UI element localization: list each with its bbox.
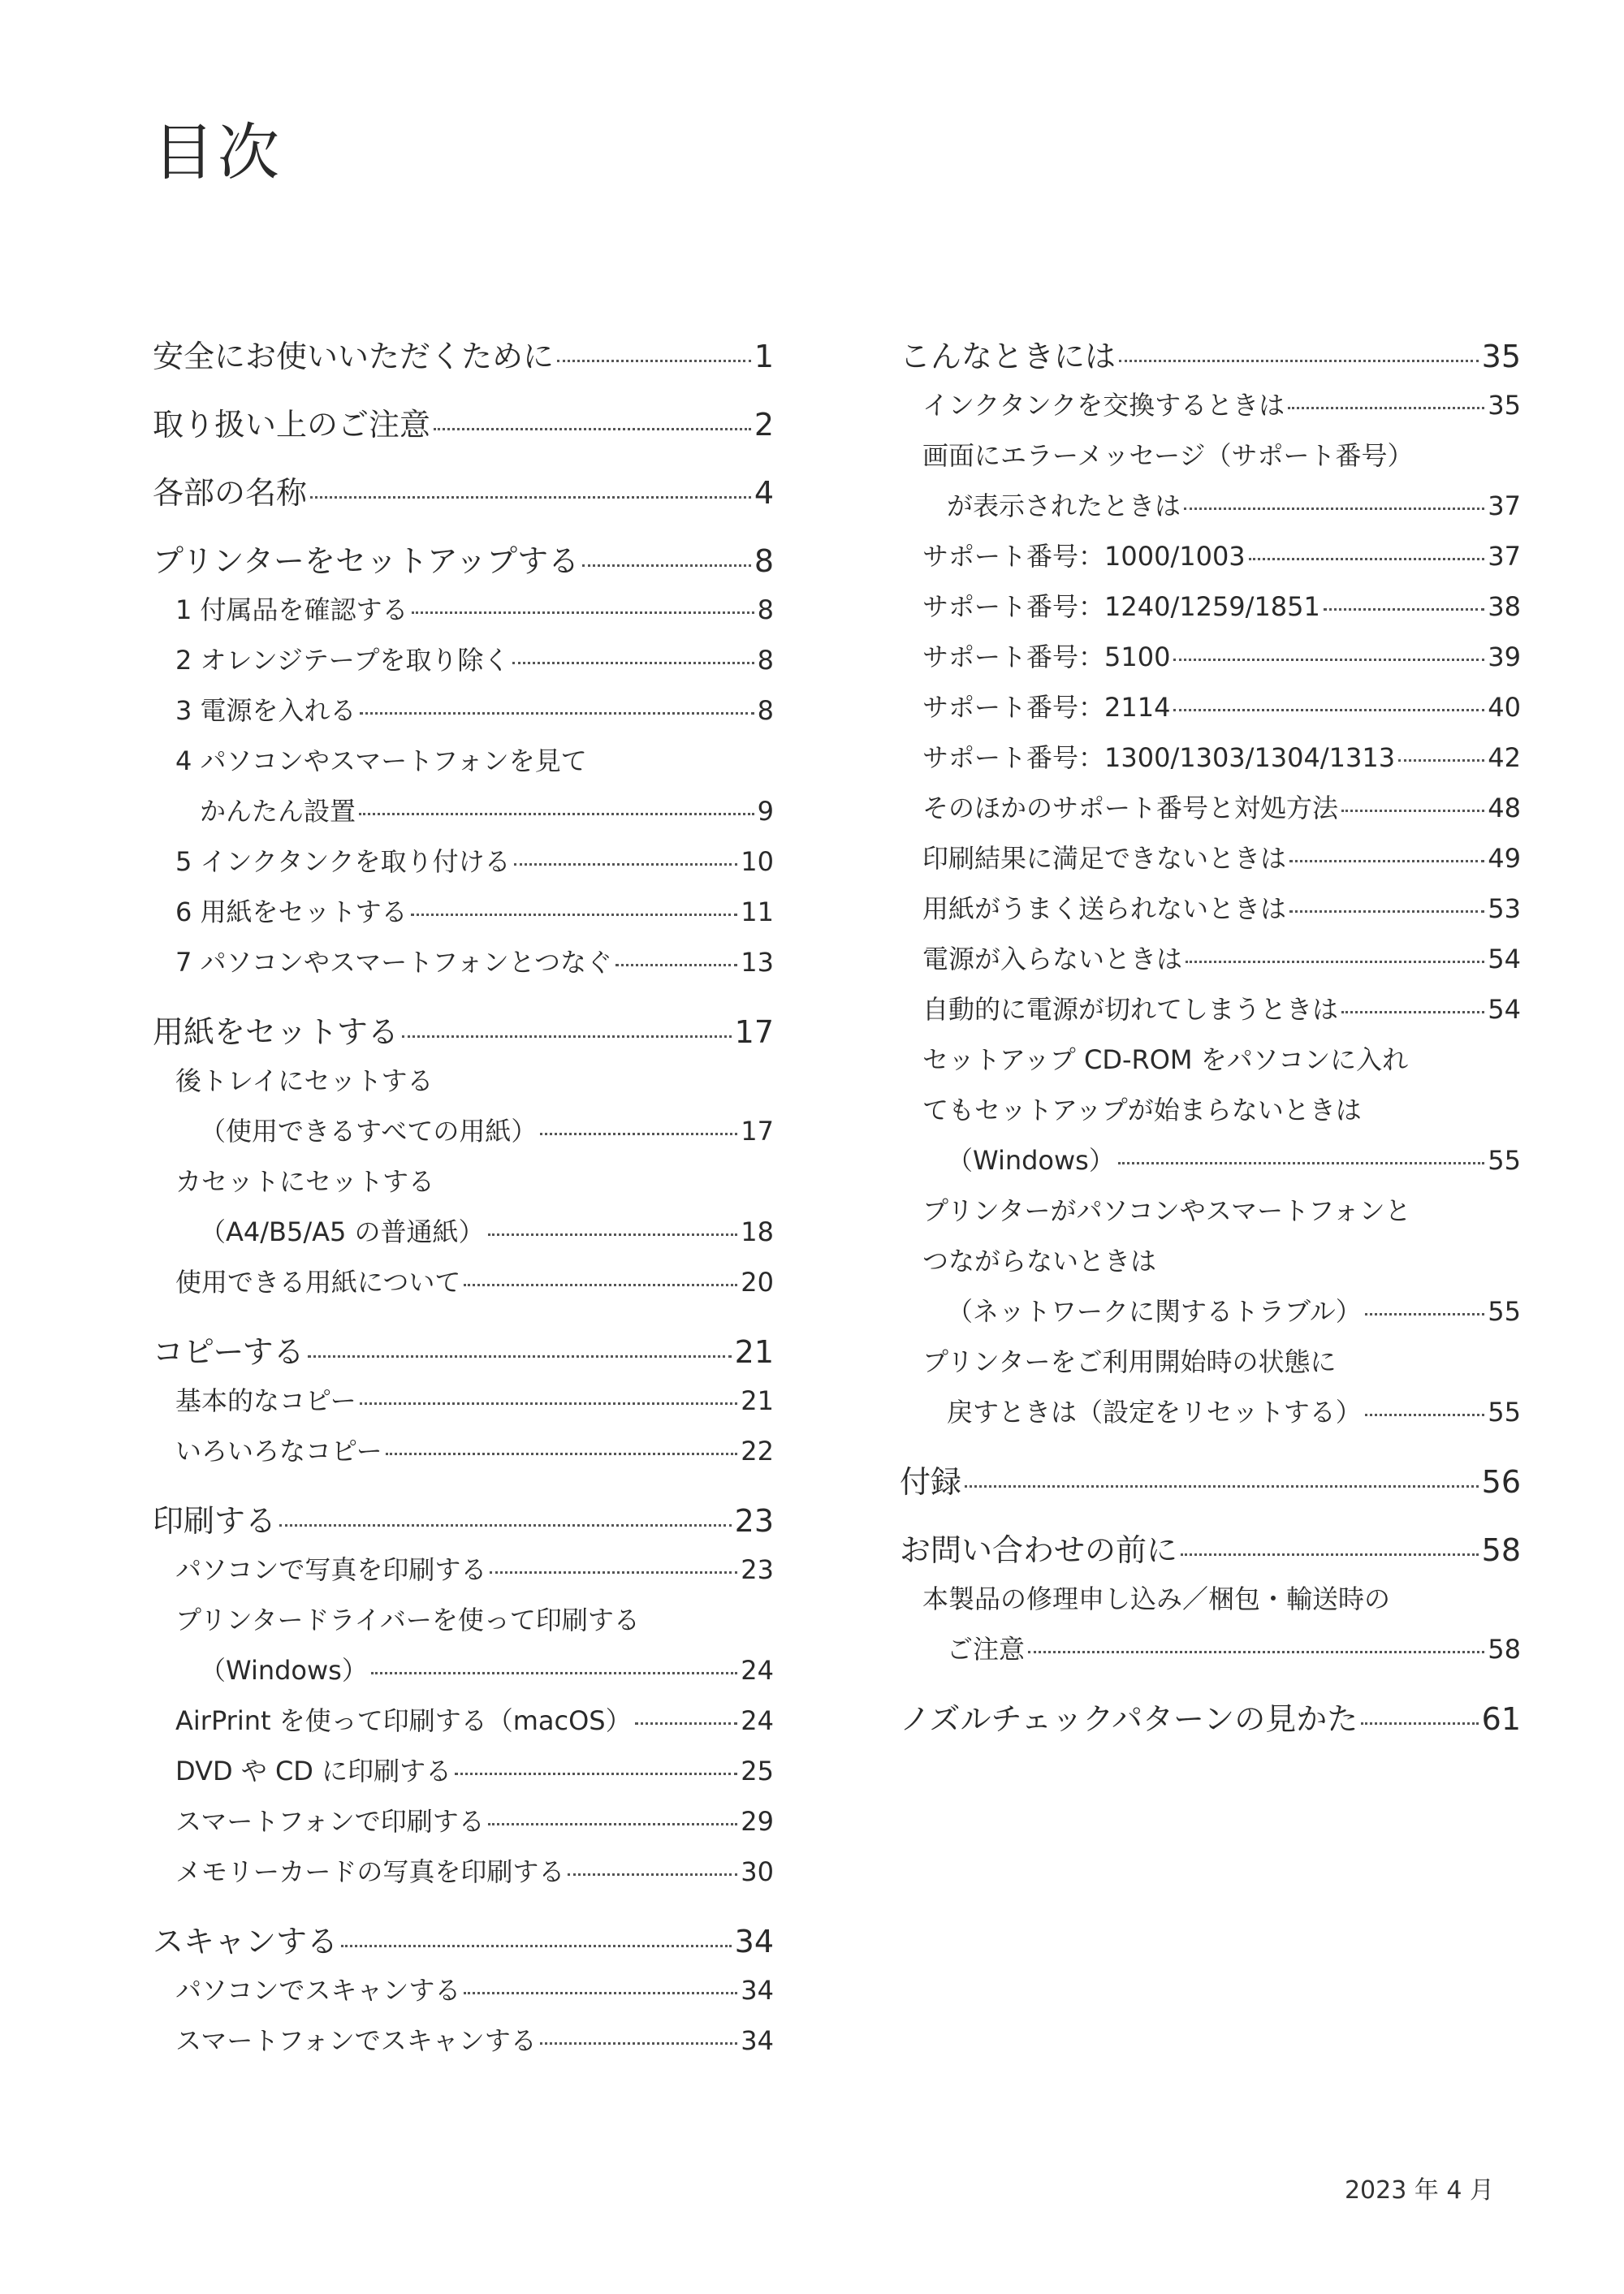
- dot-leader: [1361, 1722, 1478, 1725]
- toc-sub-entry[interactable]: [900, 1629, 1521, 1679]
- toc-page-number: 1: [754, 339, 774, 374]
- toc-column-right: [900, 331, 1521, 1762]
- dot-leader: [488, 1233, 738, 1236]
- toc-section: [153, 468, 774, 521]
- toc-page-number: 24: [741, 1705, 774, 1736]
- dot-leader: [514, 863, 738, 866]
- dot-leader: [1181, 1553, 1479, 1556]
- toc-entry-label: サポート番号：1240/1259/1851: [922, 591, 1320, 622]
- toc-entry-label: 7 パソコンやスマートフォンとつなぐ: [175, 947, 613, 978]
- dot-leader: [464, 1284, 737, 1286]
- dot-leader: [965, 1485, 1479, 1488]
- toc-sub-entry[interactable]: [153, 1700, 774, 1751]
- toc-entry-label: 5 インクタンクを取り付ける: [175, 846, 511, 877]
- dot-leader: [341, 1945, 732, 1947]
- dot-leader: [1365, 1313, 1485, 1315]
- toc-page-number: 22: [741, 1436, 774, 1467]
- toc-sub-entry[interactable]: [153, 942, 774, 992]
- toc-entry-label: 取り扱い上のご注意: [153, 407, 431, 443]
- toc-entry-label: 2 オレンジテープを取り除く: [175, 645, 510, 676]
- toc-entry-label: サポート番号：2114: [922, 692, 1171, 723]
- toc-entry-label: 安全にお使いいただくために: [153, 339, 555, 374]
- toc-entry-label: （ネットワークに関するトラブル）: [947, 1296, 1362, 1327]
- toc-section: [900, 1525, 1521, 1679]
- toc-entry-text: セットアップ CD-ROM をパソコンに入れ: [922, 1044, 1409, 1075]
- toc-page-number: 34: [741, 1975, 774, 2006]
- toc-sub-entry[interactable]: [153, 841, 774, 892]
- toc-sub-entry[interactable]: [153, 690, 774, 741]
- toc-page-number: 25: [741, 1756, 774, 1786]
- toc-entry-text: 後トレイにセットする: [175, 1065, 434, 1096]
- dot-leader: [1289, 860, 1484, 862]
- toc-page-number: 23: [741, 1554, 774, 1585]
- toc-page-number: 49: [1488, 843, 1521, 874]
- toc-section: [153, 536, 774, 992]
- toc-entry-label: 電源が入らないときは: [922, 944, 1183, 974]
- toc-page-number: 39: [1488, 642, 1521, 672]
- dot-leader: [1365, 1414, 1485, 1416]
- toc-sub-entry[interactable]: [153, 1549, 774, 1600]
- toc-entry-label: そのほかのサポート番号と対処方法: [922, 793, 1339, 823]
- toc-entry-label: スマートフォンでスキャンする: [175, 2025, 537, 2056]
- toc-entry-label: サポート番号：1000/1003: [922, 541, 1246, 572]
- toc-sub-entry[interactable]: [900, 385, 1521, 435]
- toc-page-number: 23: [734, 1503, 774, 1539]
- toc-sub-entry[interactable]: [153, 1212, 774, 1262]
- toc-main-entry[interactable]: [900, 1525, 1521, 1579]
- toc-entry-label: 使用できる用紙について: [175, 1267, 461, 1298]
- toc-page-number: 40: [1488, 692, 1521, 723]
- dot-leader: [1341, 810, 1484, 812]
- dot-leader: [1249, 558, 1485, 560]
- toc-entry-label: （A4/B5/A5 の普通紙）: [200, 1216, 485, 1247]
- toc-entry-label: お問い合わせの前に: [900, 1532, 1178, 1568]
- dot-leader: [308, 1355, 732, 1358]
- toc-sub-entry[interactable]: [900, 788, 1521, 838]
- toc-sub-entry[interactable]: [153, 640, 774, 690]
- dot-leader: [1288, 407, 1484, 409]
- toc-page-number: 35: [1481, 339, 1521, 374]
- dot-leader: [360, 712, 754, 715]
- dot-leader: [557, 360, 751, 362]
- toc-page-number: 53: [1488, 893, 1521, 924]
- toc-entry-label: プリンターをセットアップする: [153, 543, 580, 579]
- toc-page-number: 54: [1488, 994, 1521, 1025]
- toc-entry-label: が表示されたときは: [947, 490, 1181, 521]
- dot-leader: [455, 1773, 737, 1775]
- toc-sub-entry[interactable]: [153, 1262, 774, 1312]
- toc-main-entry[interactable]: [153, 331, 774, 385]
- toc-entry-label: 印刷結果に満足できないときは: [922, 843, 1287, 874]
- toc-sub-entry[interactable]: [153, 1380, 774, 1431]
- toc-page-number: 61: [1481, 1701, 1521, 1737]
- toc-sub-entry[interactable]: [153, 1851, 774, 1902]
- toc-page-number: 20: [741, 1267, 774, 1298]
- toc-entry-label: （Windows）: [200, 1655, 368, 1686]
- dot-leader: [1289, 910, 1484, 913]
- toc-page-number: 8: [754, 543, 774, 579]
- dot-leader: [1184, 508, 1484, 510]
- dot-leader: [540, 2042, 737, 2045]
- toc-main-entry[interactable]: [900, 331, 1521, 385]
- toc-page-number: 55: [1488, 1296, 1521, 1327]
- toc-page-number: 4: [754, 475, 774, 511]
- toc-entry-label: DVD や CD に印刷する: [175, 1756, 452, 1786]
- toc-entry-label: 自動的に電源が切れてしまうときは: [922, 994, 1339, 1025]
- toc-page-number: 55: [1488, 1145, 1521, 1176]
- toc-page-number: 37: [1488, 541, 1521, 572]
- toc-page-number: 54: [1488, 944, 1521, 974]
- dot-leader: [371, 1672, 737, 1674]
- toc-entry-label: ご注意: [947, 1634, 1026, 1665]
- toc-sub-entry[interactable]: [900, 989, 1521, 1039]
- dot-leader: [1341, 1011, 1484, 1013]
- toc-sub-entry[interactable]: [900, 1140, 1521, 1190]
- toc-entry-text: 4 パソコンやスマートフォンを見て: [175, 745, 587, 776]
- toc-sub-entry[interactable]: [900, 536, 1521, 586]
- toc-entry-label: スマートフォンで印刷する: [175, 1806, 485, 1837]
- dot-leader: [402, 1035, 732, 1038]
- dot-leader: [412, 611, 754, 614]
- toc-entry-label: 用紙をセットする: [153, 1014, 399, 1050]
- toc-main-entry[interactable]: [900, 1694, 1521, 1748]
- toc-page-number: 30: [741, 1856, 774, 1887]
- toc-sub-entry[interactable]: [153, 2020, 774, 2071]
- toc-entry-label: 3 電源を入れる: [175, 695, 356, 726]
- toc-entry-label: こんなときには: [900, 339, 1116, 374]
- toc-entry-text: 画面にエラーメッセージ（サポート番号）: [922, 440, 1414, 471]
- dot-leader: [434, 428, 751, 430]
- toc-entry-label: AirPrint を使って印刷する（macOS）: [175, 1705, 632, 1736]
- toc-entry-label: パソコンで写真を印刷する: [175, 1554, 487, 1585]
- toc-entry-label: サポート番号：5100: [922, 642, 1171, 672]
- toc-entry-label: 基本的なコピー: [175, 1385, 356, 1416]
- toc-entry-label: サポート番号：1300/1303/1304/1313: [922, 742, 1396, 773]
- toc-entry-label: 各部の名称: [153, 475, 308, 511]
- toc-sub-entry[interactable]: [153, 1111, 774, 1161]
- toc-page-number: 21: [734, 1334, 774, 1370]
- dot-leader: [411, 914, 738, 916]
- toc-main-entry[interactable]: [153, 536, 774, 590]
- toc-page-number: 8: [757, 695, 774, 726]
- toc-page-number: 17: [741, 1116, 774, 1147]
- toc-entry-label: コピーする: [153, 1334, 304, 1370]
- toc-page-number: 48: [1488, 793, 1521, 823]
- toc-section: [153, 1916, 774, 2071]
- toc-entry-label: 1 付属品を確認する: [175, 594, 408, 625]
- toc-main-entry[interactable]: [153, 1916, 774, 1970]
- dot-leader: [1186, 961, 1484, 963]
- toc-page-number: 13: [741, 947, 774, 978]
- toc-column-left: [153, 331, 774, 2085]
- toc-main-entry[interactable]: [900, 1457, 1521, 1510]
- toc-page-number: 8: [757, 645, 774, 676]
- dot-leader: [310, 496, 751, 499]
- toc-sub-entry[interactable]: [900, 888, 1521, 939]
- toc-sub-entry[interactable]: [900, 637, 1521, 687]
- page-title: 目次: [153, 116, 283, 188]
- toc-entry-label: ノズルチェックパターンの見かた: [900, 1701, 1358, 1737]
- toc-entry-text: つながらないときは: [922, 1246, 1157, 1277]
- toc-section: [900, 331, 1521, 1442]
- publication-date: 2023 年 4 月: [1344, 2176, 1494, 2205]
- dot-leader: [512, 662, 754, 664]
- toc-sub-entry[interactable]: [900, 1392, 1521, 1442]
- dot-leader: [359, 813, 754, 815]
- toc-page-number: 29: [741, 1806, 774, 1837]
- dot-leader: [635, 1722, 738, 1725]
- toc-entry-label: スキャンする: [153, 1924, 339, 1959]
- dot-leader: [615, 964, 737, 966]
- toc-page-number: 37: [1488, 490, 1521, 521]
- toc-page-number: 58: [1488, 1634, 1521, 1665]
- toc-page-number: 34: [741, 2025, 774, 2056]
- toc-entry-text: カセットにセットする: [175, 1166, 435, 1197]
- toc-sub-entry[interactable]: [900, 586, 1521, 637]
- toc-sub-entry[interactable]: [900, 737, 1521, 788]
- toc-page-number: 56: [1481, 1464, 1521, 1500]
- dot-leader: [1173, 659, 1484, 661]
- toc-sub-entry[interactable]: [900, 939, 1521, 989]
- toc-page-number: 17: [734, 1014, 774, 1050]
- toc-entry-label: メモリーカードの写真を印刷する: [175, 1856, 565, 1887]
- toc-page-number: 24: [741, 1655, 774, 1686]
- toc-entry-text: プリンタードライバーを使って印刷する: [175, 1605, 640, 1635]
- toc-entry-label: インクタンクを交換するときは: [922, 390, 1285, 421]
- toc-section: [153, 400, 774, 453]
- toc-entry-label: 戻すときは（設定をリセットする）: [947, 1397, 1362, 1428]
- toc-entry-text: プリンターがパソコンやスマートフォンと: [922, 1195, 1411, 1226]
- dot-leader: [1028, 1651, 1484, 1653]
- toc-entry-label: パソコンでスキャンする: [175, 1975, 461, 2006]
- toc-entry-label: （使用できるすべての用紙）: [200, 1116, 538, 1147]
- toc-page-number: 21: [741, 1385, 774, 1416]
- toc-page-number: 42: [1488, 742, 1521, 773]
- dot-leader: [488, 1823, 737, 1825]
- toc-entry-text: 本製品の修理申し込み／梱包・輸送時の: [922, 1583, 1391, 1614]
- toc-page-number: 34: [734, 1924, 774, 1959]
- toc-sub-entry[interactable]: [153, 1751, 774, 1801]
- toc-sub-entry[interactable]: [153, 791, 774, 841]
- toc-main-entry[interactable]: [153, 400, 774, 453]
- toc-page-number: 18: [741, 1216, 774, 1247]
- toc-sub-entry[interactable]: [900, 1291, 1521, 1341]
- toc-section: [153, 1496, 774, 1902]
- toc-section: [153, 331, 774, 385]
- dot-leader: [386, 1453, 738, 1455]
- toc-page-number: 9: [757, 796, 774, 827]
- toc-main-entry[interactable]: [153, 1496, 774, 1549]
- toc-main-entry[interactable]: [153, 1007, 774, 1061]
- dot-leader: [490, 1571, 737, 1574]
- toc-page-number: 10: [741, 846, 774, 877]
- dot-leader: [464, 1992, 737, 1994]
- toc-page-number: 55: [1488, 1397, 1521, 1428]
- dot-leader: [568, 1873, 737, 1876]
- toc-entry-label: （Windows）: [947, 1145, 1115, 1176]
- toc-sub-entry[interactable]: [153, 1970, 774, 2020]
- toc-entry-label: 6 用紙をセットする: [175, 896, 408, 927]
- toc-section: [900, 1457, 1521, 1510]
- toc-page-number: 8: [757, 594, 774, 625]
- dot-leader: [540, 1133, 737, 1135]
- toc-entry-label: いろいろなコピー: [175, 1436, 382, 1467]
- toc-entry-label: 印刷する: [153, 1503, 277, 1539]
- dot-leader: [1118, 1162, 1484, 1164]
- dot-leader: [279, 1524, 732, 1527]
- toc-sub-entry[interactable]: [900, 687, 1521, 737]
- toc-section: [153, 1327, 774, 1481]
- toc-page-number: 35: [1488, 390, 1521, 421]
- toc-main-entry[interactable]: [153, 1327, 774, 1380]
- toc-sub-entry[interactable]: [153, 1650, 774, 1700]
- dot-leader: [1324, 608, 1484, 611]
- toc-section: [153, 1007, 774, 1312]
- toc-page-number: 38: [1488, 591, 1521, 622]
- toc-entry-label: 付録: [900, 1464, 962, 1500]
- toc-page-number: 11: [741, 896, 774, 927]
- toc-page-number: 2: [754, 407, 774, 443]
- toc-entry-text: てもセットアップが始まらないときは: [922, 1095, 1362, 1125]
- toc-sub-entry[interactable]: [900, 838, 1521, 888]
- toc-sub-entry[interactable]: [900, 486, 1521, 536]
- toc-main-entry[interactable]: [153, 468, 774, 521]
- toc-sub-entry[interactable]: [153, 1801, 774, 1851]
- dot-leader: [1398, 759, 1484, 762]
- dot-leader: [1119, 360, 1479, 362]
- toc-sub-entry[interactable]: [153, 590, 774, 640]
- toc-sub-entry[interactable]: [153, 892, 774, 942]
- dot-leader: [360, 1402, 738, 1405]
- toc-section: [900, 1694, 1521, 1748]
- toc-page-number: 58: [1481, 1532, 1521, 1568]
- dot-leader: [1173, 709, 1484, 711]
- toc-entry-text: プリンターをご利用開始時の状態に: [922, 1346, 1337, 1377]
- toc-sub-entry[interactable]: [153, 1431, 774, 1481]
- dot-leader: [582, 564, 751, 567]
- toc-entry-label: かんたん設置: [200, 796, 356, 827]
- toc-entry-label: 用紙がうまく送られないときは: [922, 893, 1287, 924]
